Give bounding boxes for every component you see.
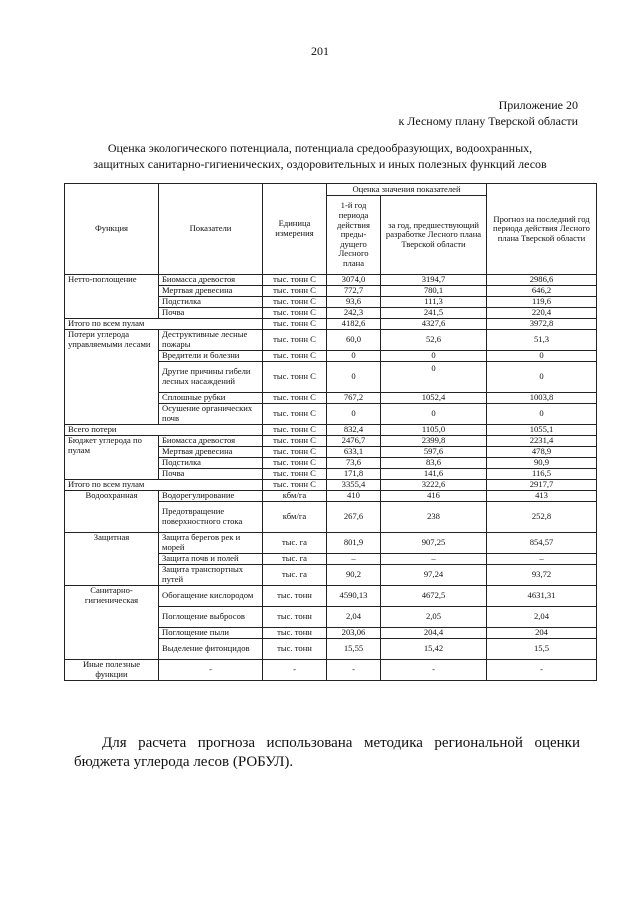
total-row: [65, 425, 597, 436]
value-cell: 111,3: [381, 297, 487, 308]
indicator-cell: -: [159, 660, 263, 681]
value-cell: 15,42: [381, 639, 487, 660]
indicator-cell: Поглощение пыли: [159, 628, 263, 639]
unit-cell: тыс. га: [263, 554, 327, 565]
unit-cell: тыс. тонн С: [263, 330, 327, 351]
value-cell: –: [327, 554, 381, 565]
value-cell: 220,4: [487, 308, 597, 319]
indicator-cell: Осушение органических почв: [159, 404, 263, 425]
value-cell: 171,8: [327, 469, 381, 480]
value-cell: 2,04: [487, 607, 597, 628]
value-cell: 242,3: [327, 308, 381, 319]
value-cell: 1003,8: [487, 393, 597, 404]
indicator-cell: Почва: [159, 469, 263, 480]
unit-cell: тыс. тонн С: [263, 425, 327, 436]
indicator-cell: Биомасса древостоя: [159, 436, 263, 447]
value-cell: 90,9: [487, 458, 597, 469]
value-cell: 3222,6: [381, 480, 487, 491]
indicator-cell: Сплошные рубки: [159, 393, 263, 404]
value-cell: 52,6: [381, 330, 487, 351]
header-first-year: 1-й год периода действия преды-дущего Лесного плана: [327, 196, 381, 275]
function-cell: Бюджет углерода по пулам: [65, 436, 159, 480]
value-cell: 0: [327, 362, 381, 393]
value-cell: 0: [327, 404, 381, 425]
value-cell: 2,05: [381, 607, 487, 628]
table-row: [65, 330, 597, 351]
unit-cell: тыс. тонн: [263, 586, 327, 607]
value-cell: –: [487, 554, 597, 565]
value-cell: 15,5: [487, 639, 597, 660]
unit-cell: тыс. тонн С: [263, 447, 327, 458]
indicator-cell: Подстилка: [159, 458, 263, 469]
value-cell: 203,06: [327, 628, 381, 639]
indicator-cell: Водорегулирование: [159, 491, 263, 502]
value-cell: 410: [327, 491, 381, 502]
unit-cell: кбм/га: [263, 502, 327, 533]
appendix-reference: к Лесному плану Тверской области: [398, 114, 578, 128]
value-cell: 73,6: [327, 458, 381, 469]
table-row: [65, 660, 597, 681]
table-header-row-1: [65, 184, 597, 196]
footer-note: Для расчета прогноза использована методика региональной оценки бюджета углерода лесов (РОБУЛ).: [74, 735, 580, 770]
unit-cell: тыс. тонн: [263, 628, 327, 639]
value-cell: 93,6: [327, 297, 381, 308]
indicator-cell: Предотвращение поверхностного стока: [159, 502, 263, 533]
function-cell: Потери углерода управляемыми лесами: [65, 330, 159, 425]
indicator-cell: Защита почв и полей: [159, 554, 263, 565]
value-cell: 141,6: [381, 469, 487, 480]
value-cell: 4327,6: [381, 319, 487, 330]
document-title: [40, 140, 600, 172]
indicator-cell: Поглощение выбросов: [159, 607, 263, 628]
value-cell: 0: [381, 362, 487, 393]
indicator-cell: Мертвая древесина: [159, 286, 263, 297]
indicator-cell: Подстилка: [159, 297, 263, 308]
table-row: [65, 436, 597, 447]
indicator-cell: Биомасса древостоя: [159, 275, 263, 286]
unit-cell: тыс. тонн С: [263, 308, 327, 319]
value-cell: 90,2: [327, 565, 381, 586]
function-cell: Иные полезные функции: [65, 660, 159, 681]
value-cell: 83,6: [381, 458, 487, 469]
value-cell: 119,6: [487, 297, 597, 308]
value-cell: 3972,8: [487, 319, 597, 330]
unit-cell: тыс. тонн С: [263, 297, 327, 308]
indicator-cell: Деструктивные лесные пожары: [159, 330, 263, 351]
value-cell: 646,2: [487, 286, 597, 297]
unit-cell: тыс. тонн С: [263, 480, 327, 491]
value-cell: 60,0: [327, 330, 381, 351]
value-cell: 4182,6: [327, 319, 381, 330]
value-cell: 0: [327, 351, 381, 362]
unit-cell: тыс. тонн С: [263, 458, 327, 469]
value-cell: 267,6: [327, 502, 381, 533]
header-function: Функция: [65, 184, 159, 275]
value-cell: 204,4: [381, 628, 487, 639]
unit-cell: тыс. тонн С: [263, 362, 327, 393]
value-cell: 4631,31: [487, 586, 597, 607]
value-cell: 780,1: [381, 286, 487, 297]
value-cell: 801,9: [327, 533, 381, 554]
value-cell: 767,2: [327, 393, 381, 404]
page-number: 201: [311, 44, 329, 58]
unit-cell: тыс. тонн С: [263, 319, 327, 330]
value-cell: 93,72: [487, 565, 597, 586]
value-cell: 4672,5: [381, 586, 487, 607]
value-cell: -: [327, 660, 381, 681]
unit-cell: тыс. тонн С: [263, 351, 327, 362]
indicator-cell: Защита берегов рек и морей: [159, 533, 263, 554]
value-cell: 2,04: [327, 607, 381, 628]
indicator-cell: Другие причины гибели лесных насаждений: [159, 362, 263, 393]
unit-cell: тыс. тонн С: [263, 393, 327, 404]
unit-cell: тыс. тонн С: [263, 469, 327, 480]
unit-cell: тыс. тонн С: [263, 275, 327, 286]
indicator-cell: Вредители и болезни: [159, 351, 263, 362]
value-cell: 0: [381, 404, 487, 425]
unit-cell: тыс. тонн С: [263, 436, 327, 447]
unit-cell: тыс. тонн: [263, 607, 327, 628]
value-cell: 2476,7: [327, 436, 381, 447]
table-row: [65, 533, 597, 554]
total-label: Итого по всем пулам: [65, 480, 263, 491]
value-cell: 4590,13: [327, 586, 381, 607]
value-cell: 241,5: [381, 308, 487, 319]
indicator-cell: Обогащение кислородом: [159, 586, 263, 607]
value-cell: 3194,7: [381, 275, 487, 286]
value-cell: 2231,4: [487, 436, 597, 447]
ecological-potential-table: [64, 183, 597, 681]
total-row: [65, 480, 597, 491]
function-cell: Нетто-поглощение: [65, 275, 159, 319]
header-last-year: за год, предшествующий разработке Лесного плана Тверской области: [381, 196, 487, 275]
value-cell: -: [487, 660, 597, 681]
value-cell: 854,57: [487, 533, 597, 554]
value-cell: 0: [381, 351, 487, 362]
indicator-cell: Почва: [159, 308, 263, 319]
unit-cell: тыс. га: [263, 565, 327, 586]
total-label: Всего потери: [65, 425, 263, 436]
header-forecast: Прогноз на последний год периода действия Лесного плана Тверской области: [487, 184, 597, 275]
unit-cell: кбм/га: [263, 491, 327, 502]
title-line-1: Оценка экологического потенциала, потенциала средообразующих, водоохранных,: [107, 141, 533, 155]
value-cell: -: [381, 660, 487, 681]
header-unit: Единица измерения: [263, 184, 327, 275]
value-cell: 3355,4: [327, 480, 381, 491]
value-cell: 2986,6: [487, 275, 597, 286]
function-cell: Защитная: [65, 533, 159, 586]
function-cell: Водоохранная: [65, 491, 159, 533]
header-assessment: Оценка значения показателей: [327, 184, 487, 196]
value-cell: 907,25: [381, 533, 487, 554]
function-cell: Санитарно-гигиеническая: [65, 586, 159, 660]
value-cell: 116,5: [487, 469, 597, 480]
total-label: Итого по всем пулам: [65, 319, 263, 330]
indicator-cell: Мертвая древесина: [159, 447, 263, 458]
unit-cell: тыс. тонн: [263, 639, 327, 660]
value-cell: 416: [381, 491, 487, 502]
unit-cell: тыс. тонн С: [263, 286, 327, 297]
value-cell: 478,9: [487, 447, 597, 458]
value-cell: 252,8: [487, 502, 597, 533]
value-cell: 15,55: [327, 639, 381, 660]
value-cell: 1055,1: [487, 425, 597, 436]
value-cell: 97,24: [381, 565, 487, 586]
unit-cell: тыс. га: [263, 533, 327, 554]
value-cell: 832,4: [327, 425, 381, 436]
value-cell: 0: [487, 351, 597, 362]
appendix-label: Приложение 20: [498, 98, 578, 112]
value-cell: 204: [487, 628, 597, 639]
value-cell: –: [381, 554, 487, 565]
unit-cell: тыс. тонн С: [263, 404, 327, 425]
value-cell: 413: [487, 491, 597, 502]
table-row: [65, 586, 597, 607]
table-row: [65, 275, 597, 286]
value-cell: 0: [487, 404, 597, 425]
value-cell: 1105,0: [381, 425, 487, 436]
value-cell: 0: [487, 362, 597, 393]
indicator-cell: Защита транспортных путей: [159, 565, 263, 586]
title-line-2: защитных санитарно-гигиенических, оздоровительных и иных полезных функций лесов: [93, 157, 547, 171]
value-cell: 2399,8: [381, 436, 487, 447]
unit-cell: -: [263, 660, 327, 681]
value-cell: 3074,0: [327, 275, 381, 286]
value-cell: 238: [381, 502, 487, 533]
value-cell: 1052,4: [381, 393, 487, 404]
header-indicators: Показатели: [159, 184, 263, 275]
value-cell: 51,3: [487, 330, 597, 351]
value-cell: 633,1: [327, 447, 381, 458]
value-cell: 2917,7: [487, 480, 597, 491]
total-row: [65, 319, 597, 330]
table-row: [65, 491, 597, 502]
value-cell: 597,6: [381, 447, 487, 458]
value-cell: 772,7: [327, 286, 381, 297]
indicator-cell: Выделение фитонцидов: [159, 639, 263, 660]
